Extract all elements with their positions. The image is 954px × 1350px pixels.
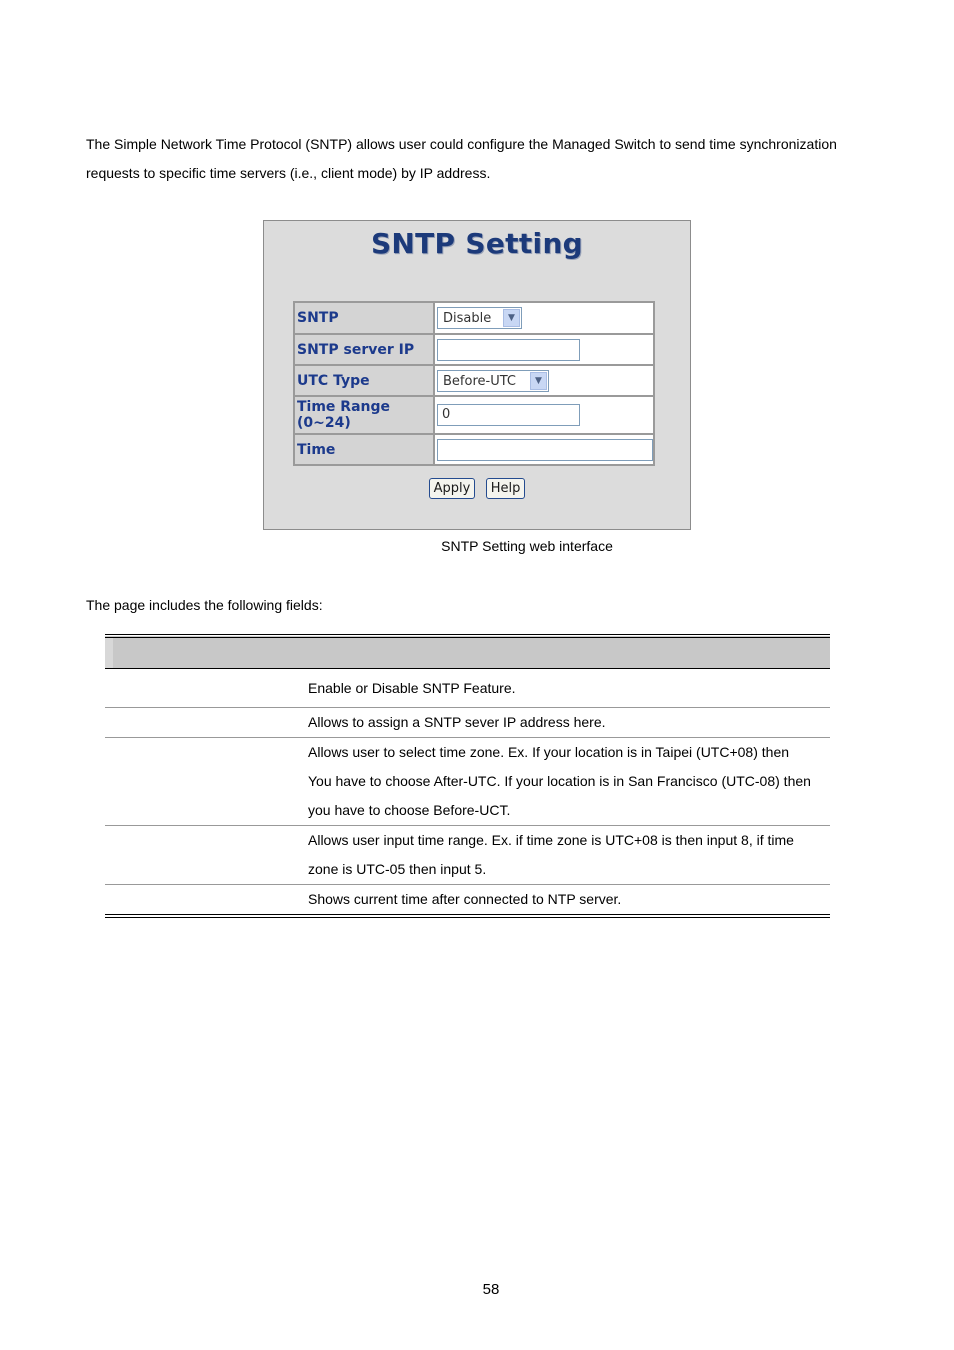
table-row bbox=[105, 885, 830, 917]
table-row bbox=[105, 669, 830, 708]
field-description-cell: Shows current time after connected to NTP server. bbox=[300, 885, 830, 917]
sntp-server-ip-input[interactable] bbox=[437, 339, 580, 361]
time-input[interactable] bbox=[437, 439, 653, 461]
time-range-input[interactable]: 0 bbox=[437, 404, 580, 426]
field-object-cell bbox=[105, 669, 300, 708]
fields-intro-paragraph: The page includes the following fields: bbox=[86, 597, 323, 613]
chevron-down-icon: ▼ bbox=[530, 372, 547, 390]
table-header-cell bbox=[105, 636, 300, 669]
description-line: Allows user to select time zone. Ex. If your location is in Taipei (UTC+08) then bbox=[308, 744, 790, 760]
sntp-form-table bbox=[293, 301, 655, 466]
sntp-setting-screenshot bbox=[263, 220, 691, 530]
sntp-select-value: Disable bbox=[443, 311, 492, 326]
figure-caption: SNTP Setting web interface bbox=[441, 538, 613, 554]
sntp-label: SNTP bbox=[294, 302, 434, 334]
help-button[interactable]: Help bbox=[486, 478, 526, 499]
utc-type-select[interactable] bbox=[437, 370, 549, 392]
description-line: zone is UTC-05 then input 5. bbox=[308, 861, 487, 877]
utc-type-row bbox=[294, 365, 654, 396]
time-range-label bbox=[294, 396, 434, 434]
table-row bbox=[105, 738, 830, 826]
description-line: you have to choose Before-UCT. bbox=[308, 802, 511, 818]
table-header-row bbox=[105, 636, 830, 669]
field-object-cell bbox=[105, 738, 300, 826]
time-row bbox=[294, 434, 654, 465]
sntp-row bbox=[294, 302, 654, 334]
time-range-row bbox=[294, 396, 654, 434]
page-number: 58 bbox=[482, 1281, 500, 1298]
field-description-cell: Allows to assign a SNTP sever IP address here. bbox=[300, 708, 830, 738]
sntp-server-ip-row bbox=[294, 334, 654, 365]
apply-button[interactable]: Apply bbox=[429, 478, 476, 499]
field-description-cell: Enable or Disable SNTP Feature. bbox=[300, 669, 830, 708]
field-object-cell bbox=[105, 826, 300, 885]
table-row bbox=[105, 826, 830, 885]
time-label: Time bbox=[294, 434, 434, 465]
button-row bbox=[264, 478, 690, 499]
time-range-label-line1: Time Range bbox=[297, 399, 391, 415]
chevron-down-icon: ▼ bbox=[503, 309, 520, 327]
description-line: You have to choose After-UTC. If your location is in San Francisco (UTC-08) then bbox=[308, 773, 811, 789]
field-description-table bbox=[105, 634, 830, 918]
time-range-label-line2: (0~24) bbox=[297, 415, 351, 431]
utc-type-select-value: Before-UTC bbox=[443, 373, 516, 389]
intro-paragraph: The Simple Network Time Protocol (SNTP) allows user could configure the Managed Switch to send time synchronization requests to specific time servers (i.e., client mode) by IP address. bbox=[86, 136, 837, 181]
table-row bbox=[105, 708, 830, 738]
field-description-cell bbox=[300, 826, 830, 885]
sntp-server-ip-label: SNTP server IP bbox=[294, 334, 434, 365]
sntp-select[interactable] bbox=[437, 307, 522, 329]
sntp-setting-title: SNTP Setting bbox=[370, 227, 584, 260]
utc-type-label: UTC Type bbox=[294, 365, 434, 396]
field-object-cell bbox=[105, 708, 300, 738]
field-description-cell bbox=[300, 738, 830, 826]
table-header-cell bbox=[300, 636, 830, 669]
field-object-cell bbox=[105, 885, 300, 917]
description-line: Allows user input time range. Ex. if time zone is UTC+08 is then input 8, if time bbox=[308, 832, 794, 848]
